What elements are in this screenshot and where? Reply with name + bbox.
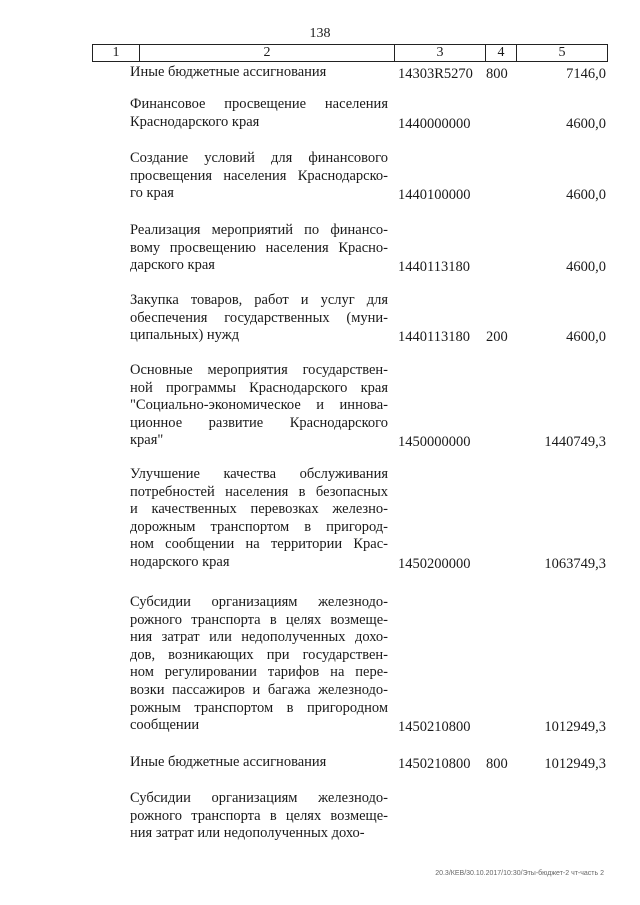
row-name [130, 222, 388, 275]
row-code: 1450000000 [398, 434, 471, 451]
row-name-line: и качественных перевозках железно- [130, 501, 388, 518]
table-header [92, 44, 608, 62]
row-expense-type: 200 [486, 329, 508, 346]
row-name-line: ном регулировании тарифов на пере- [130, 664, 388, 681]
row-name-line: рожного транспорта в целях возмеще- [130, 807, 388, 824]
row-code: 1440113180 [398, 259, 470, 276]
row-name-line: ципальных) нужд [130, 327, 240, 344]
row-amount: 7146,0 [566, 66, 606, 82]
row-name-line: Краснодарского края [130, 113, 260, 130]
row-name [130, 96, 388, 131]
row-name-line: дов, возникающих при государствен- [130, 646, 388, 663]
row-name-line: ном сообщении на территории Крас- [130, 536, 388, 553]
row-name-line: обеспечения государственных (муни- [130, 309, 388, 326]
row-amount: 1012949,3 [544, 719, 606, 736]
row-name-line: Реализация мероприятий по финансо- [130, 222, 388, 238]
row-name-line: Иные бюджетные ассигнования [130, 754, 327, 770]
row-name-line: возки пассажиров и багажа железнодо- [130, 681, 388, 698]
row-amount: 4600,0 [566, 329, 606, 346]
row-expense-type: 800 [486, 66, 508, 82]
row-code: 14303R5270 [398, 66, 473, 82]
row-name [130, 754, 388, 772]
row-name-line: Создание условий для финансового [130, 150, 388, 166]
row-name-line: Улучшение качества обслуживания [130, 466, 388, 482]
row-name-line: ной программы Краснодарского края [130, 379, 388, 396]
row-name-line: рожного транспорта в целях возмеще- [130, 611, 388, 628]
page-number: 138 [309, 26, 331, 41]
row-amount: 4600,0 [566, 259, 606, 276]
row-name-line: просвещения населения Краснодарско- [130, 167, 388, 184]
row-name [130, 150, 388, 203]
row-name-line: края" [130, 432, 164, 449]
row-name-line: вому просвещению населения Красно- [130, 239, 388, 256]
row-name-line: нодарского края [130, 553, 230, 570]
row-expense-type: 800 [486, 756, 508, 772]
row-name [130, 594, 388, 735]
row-amount: 4600,0 [566, 115, 606, 132]
row-name [130, 292, 388, 345]
header-col-3: 3 [436, 45, 444, 60]
row-code: 1450210800 [398, 756, 471, 772]
header-col-4: 4 [497, 45, 505, 60]
row-name-line: ния затрат или недополученных дохо- [130, 629, 388, 646]
row-name-line: Субсидии организациям железнодо- [130, 594, 388, 610]
footer-note: 20.3/КЕВ/30.10.2017/10:30/Эты-бюджет-2 чт-часть 2 [435, 870, 604, 877]
row-name-line: сообщении [130, 717, 200, 734]
row-name-line: дорожным транспортом в пригород- [130, 518, 388, 535]
row-name-line: Закупка товаров, работ и услуг для [130, 292, 388, 308]
row-code: 1440000000 [398, 115, 471, 132]
row-name [130, 790, 388, 843]
row-code: 1450210800 [398, 719, 471, 736]
row-name [130, 64, 388, 82]
row-name-line: Субсидии организациям железнодо- [130, 790, 388, 806]
row-name-line: Финансовое просвещение населения [130, 96, 388, 112]
row-name [130, 362, 388, 450]
row-amount: 1012949,3 [544, 756, 606, 772]
row-amount: 1063749,3 [544, 556, 606, 572]
row-name-line: "Социально-экономическое и иннова- [130, 397, 388, 414]
row-name-line: ционное развитие Краснодарского [130, 414, 388, 431]
row-name-line: го края [130, 185, 174, 202]
row-name-line: Иные бюджетные ассигнования [130, 64, 327, 80]
header-col-1: 1 [112, 45, 120, 60]
row-name-line: ния затрат или недополученных дохо- [130, 825, 365, 842]
row-name [130, 466, 388, 572]
row-name-line: дарского края [130, 257, 215, 274]
row-code: 1440113180 [398, 329, 470, 346]
row-code: 1440100000 [398, 187, 471, 204]
row-amount: 4600,0 [566, 187, 606, 204]
row-name-line: потребностей населения в безопасных [130, 483, 388, 500]
row-name-line: рожным транспортом в пригородном [130, 699, 388, 716]
header-col-5: 5 [558, 45, 566, 60]
row-name-line: Основные мероприятия государствен- [130, 362, 388, 378]
row-code: 1450200000 [398, 556, 471, 572]
header-col-2: 2 [263, 45, 271, 60]
row-amount: 1440749,3 [544, 434, 606, 451]
